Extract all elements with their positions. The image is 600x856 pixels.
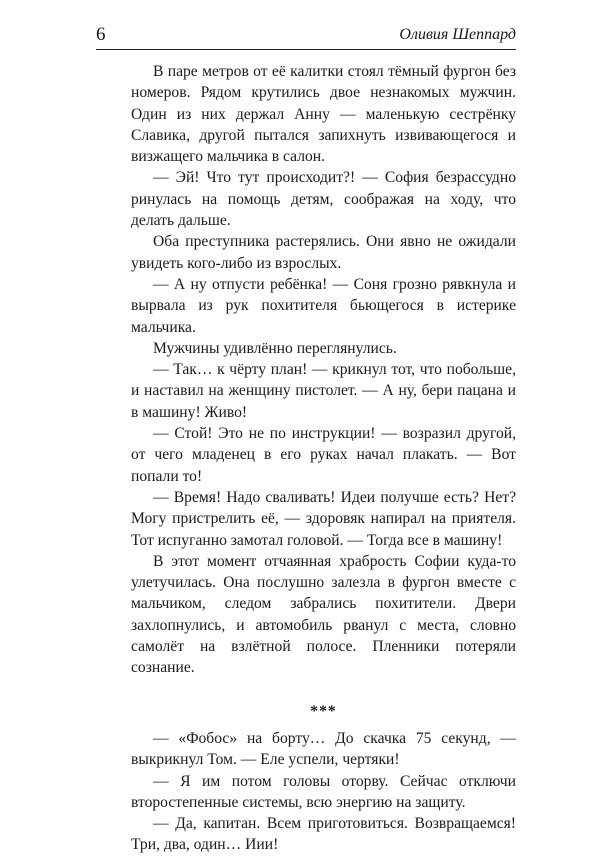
header-rule — [96, 49, 516, 50]
paragraph: В паре метров от её калитки стоял тёмный фургон без номеров. Рядом крутились двое незнакомых мужчин. Один из них держал Анну — маленькую сестрёнку Славика, другой пытался запихнуть извивающегося и визжащего мальчика в салон. — [131, 63, 516, 166]
paragraph: — «Фобос» на борту… До скачка 75 секунд, — выкрикнул Том. — Еле успели, чертяки! — [131, 729, 516, 769]
body-text — [131, 61, 516, 856]
page-header — [96, 24, 516, 48]
paragraph: — Эй! Что тут происходит?! — София безрассудно ринулась на помощь детям, соображая на ходу, что делать дальше. — [131, 169, 516, 230]
paragraph: — А ну отпусти ребёнка! — Соня грозно рявкнула и вырвала из рук похитителя бьющегося в истерике мальчика. — [131, 275, 516, 336]
paragraph: — Так… к чёрту план! — крикнул тот, что побольше, и наставил на женщину пистолет. — А ну, бери пацана и в машину! Живо! — [131, 361, 516, 421]
page-number: 6 — [96, 24, 106, 45]
paragraph: — Я им потом головы оторву. Сейчас отключи второстепенные системы, всю энергию на защиту. — [131, 772, 516, 811]
paragraph: Мужчины удивлённо переглянулись. — [153, 339, 397, 357]
paragraph: В этот момент отчаянная храбрость Софии куда-то улетучилась. Она послушно залезла в фургон вместе с мальчиком, следом забрались похитители. Двери захлопнулись, и автомобиль рванул с места, словно самолёт на взлётной полосе. Пленники потеряли сознание. — [131, 552, 516, 677]
scene-separator: *** — [310, 702, 337, 720]
running-head-author: Оливия Шеппард — [399, 26, 516, 43]
paragraph: — Стой! Это не по инструкции! — возразил другой, от чего младенец в его руках начал плакать. — Вот попали то! — [131, 425, 516, 485]
paragraph: — Да, капитан. Всем приготовиться. Возвращаемся! Три, два, один… Иии! — [131, 815, 516, 854]
paragraph: — Время! Надо сваливать! Идеи получше есть? Нет? Могу пристрелить её, — здоровяк напирал на приятеля. Тот испуганно замотал головой. — Тогда все в машину! — [131, 488, 516, 549]
paragraph: Оба преступника растерялись. Они явно не ожидали увидеть кого-либо из взрослых. — [131, 233, 516, 272]
